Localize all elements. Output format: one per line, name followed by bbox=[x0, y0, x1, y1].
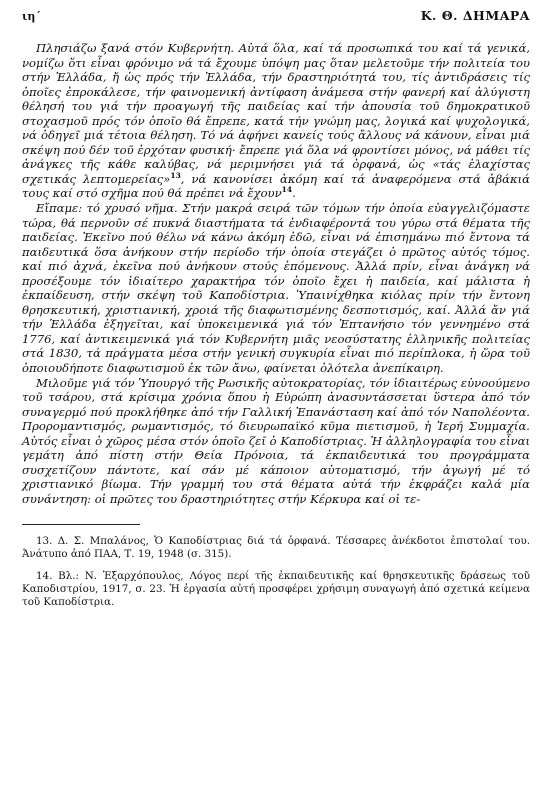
paragraph-text: Εἴπαμε: τό χρυσό νῆμα. Στήν μακρά σειρά τῶν τόμων τήν ὁποία εὐαγγελιζόμαστε τώρα, θά περνοῦν σέ πυκνά διαστήματα τά ἐνδιαφέροντά του γύρω στά θέματα τῆς παιδείας. Ἐκεῖνο πού θέλω νά κάνω ἀκόμη ἐδῶ, εἶναι νά ἐπισημάνω πιό ἔντονα τά παιδευτικά ὅσα ἀνήκουν στήν περίοδο τήν ὁποία στεγάζει ὁ πρῶτος αὐτός τόμος. καί πιό ἀχνά, ἐκεῖνα πού ἀνήκουν στούς ἑπόμενους. Ἀλλά πρίν, εἶναι ἀνάγκη νά προσέξουμε τόν ἰδιαίτερο χαρακτήρα τόν ὁποῖο ἔχει ἡ παιδεία, καί μάλιστα ἡ ἐκπαίδευση, στήν σκέψη τοῦ Καποδίστρια. Ὑπαινίχθηκα κιόλας πρίν τήν ἔντονη θρησκευτική, χριστιανική, χροιά τῆς διαφωτισμένης δεσποτισμός, καί. Ἀλλά ἄν γιά τήν Ἑλλάδα ἐξηγεῖται, καί ὑποκειμενικά γιά τόν Ἑπτανήσιο τόν γεννημένο στά 1776, καί ἀντικειμενικά γιά τόν Κυβερνήτη μιᾶς νεοσύστατης ἑλληνικῆς πολιτείας στά 1830, τά πράγματα μέσα στήν γενική συγκυρία εἶναι πιό περίπλοκα, ἡ ὥρα τοῦ ὁποιουδήποτε διαφωτισμοῦ ἐκ τῶν ἄνω, φαίνεται ὁλότελα ἀνεπίκαιρη. bbox=[22, 201, 530, 376]
footnote-ref-13[interactable]: 13 bbox=[170, 171, 181, 181]
footnote-14: 14. Βλ.: Ν. Ἐξαρχόπουλος, Λόγος περί τῆς ἐκπαιδευτικῆς καί θρησκευτικῆς δράσεως τοῦ Καποδιστρίου, 1917, σ. 23. Ἡ ἐργασία αὐτή προσφέρει χρήσιμη συναγωγή ἀπό σχετικά κείμενα τοῦ Καποδίστρια. bbox=[22, 569, 530, 609]
page-number: ιη´ bbox=[22, 10, 41, 23]
paragraph-text: Πλησιάζω ξανά στόν Κυβερνήτη. Αὐτά ὅλα, καί τά προσωπικά του καί τά γενικά, νομίζω ὅτι εἶναι φρόνιμο νά τά ἔχουμε ὑπόψη μας ὅταν μελετοῦμε τήν πολιτεία του στήν Ἑλλάδα, ἤ ὡς πρός τήν Ἑλλάδα, τήν δραστηριότητά του, τίς ἀντιδράσεις τίς ὁποῖες ἐπροκάλεσε, τήν φαινομενική ἀντίφαση ἀνάμεσα στήν φανερή καί ἀλύγιστη θέλησή του γιά τήν προαγωγή τῆς παιδείας καί τήν ἀπουσία τοῦ δημοκρατικοῦ στοχασμοῦ πρός τόν ὁποῖο θά ἔπρεπε, κατά τήν γνώμη μας, λογικά καί ψυχολογικά, νά ὁδηγεῖ μιά τέτοια θέληση. Τό νά ἀφήνει κανείς τούς ἄλλους νά κάνουν, εἶναι μιά σκέψη πού δέν τοῦ ἐρχόταν φυσική· ἔπρεπε γιά ὅλα νά φροντίσει μόνος, νά μάθει τίς ἀνάγκες τῆς κάθε καλύβας, νά μεριμνήσει γιά τά ὀρφανά, ὡς «τάς ἐλαχίστας σχετικάς λεπτομερείας» bbox=[22, 41, 530, 186]
page-header bbox=[22, 8, 530, 23]
body-paragraph-2 bbox=[22, 201, 530, 376]
footnote-divider bbox=[22, 524, 140, 525]
paragraph-text: , νά κανονίσει ἀκόμη καί τά ἀναφερόμενα στά ἀβάκιά τους καί στό σχῆμα πού θά πρέπει νά ἔχουν bbox=[22, 171, 530, 201]
footnote-ref-14[interactable]: 14 bbox=[281, 185, 293, 195]
body-paragraph-3 bbox=[22, 376, 530, 507]
running-title: Κ. Θ. ΔΗΜΑΡΑ bbox=[420, 8, 530, 23]
footnote-13: 13. Δ. Σ. Μπαλάνος, Ὁ Καποδίστριας διά τά ὀρφανά. Τέσσαρες ἀνέκδοτοι ἐπιστολαί του. Ἀνάτυπο ἀπό ΠΑΑ, Τ. 19, 1948 (σ. 315). bbox=[22, 534, 530, 560]
body-paragraph-1 bbox=[22, 41, 530, 201]
paragraph-text: . bbox=[292, 186, 296, 201]
paragraph-text: Μιλοῦμε γιά τόν Ὑπουργό τῆς Ρωσικῆς αὐτοκρατορίας, τόν ἰδιαιτέρως εὐνοούμενο τοῦ τσάρου, στά κρίσιμα χρόνια ὅπου ἡ Εὐρώπη ἀνασυντάσσεται ὕστερα ἀπό τόν συναγερμό πού προκλήθηκε ἀπό τήν Γαλλική Ἐπανάσταση καί ἀπό τόν Ναπολέοντα. Προρομαντισμός, ρωμαντισμός, τό διευρωπαϊκό κῦμα πιετισμοῦ, ἡ Ἱερή Συμμαχία. Αὐτός εἶναι ὁ χῶρος μέσα στόν ὁποῖο ζεῖ ὁ Καποδίστριας. Ἡ ἀλληλογραφία του εἶναι γεμάτη ἀπό πίστη στήν Θεία Πρόνοια, τά ἐκπαιδευτικά του προγράμματα συσχετίζουν πάντοτε, καί σάν μέ κάποιον αὐτοματισμό, τήν ἀγωγή μέ τό χριστιανικό βίωμα. Τήν γραμμή του στά θέματα αὐτά τήν ἐκφράζει καλά μία συνάντηση: οἱ πρῶτες του δραστηριότητες στήν Κέρκυρα καί οἱ τε- bbox=[22, 375, 530, 506]
